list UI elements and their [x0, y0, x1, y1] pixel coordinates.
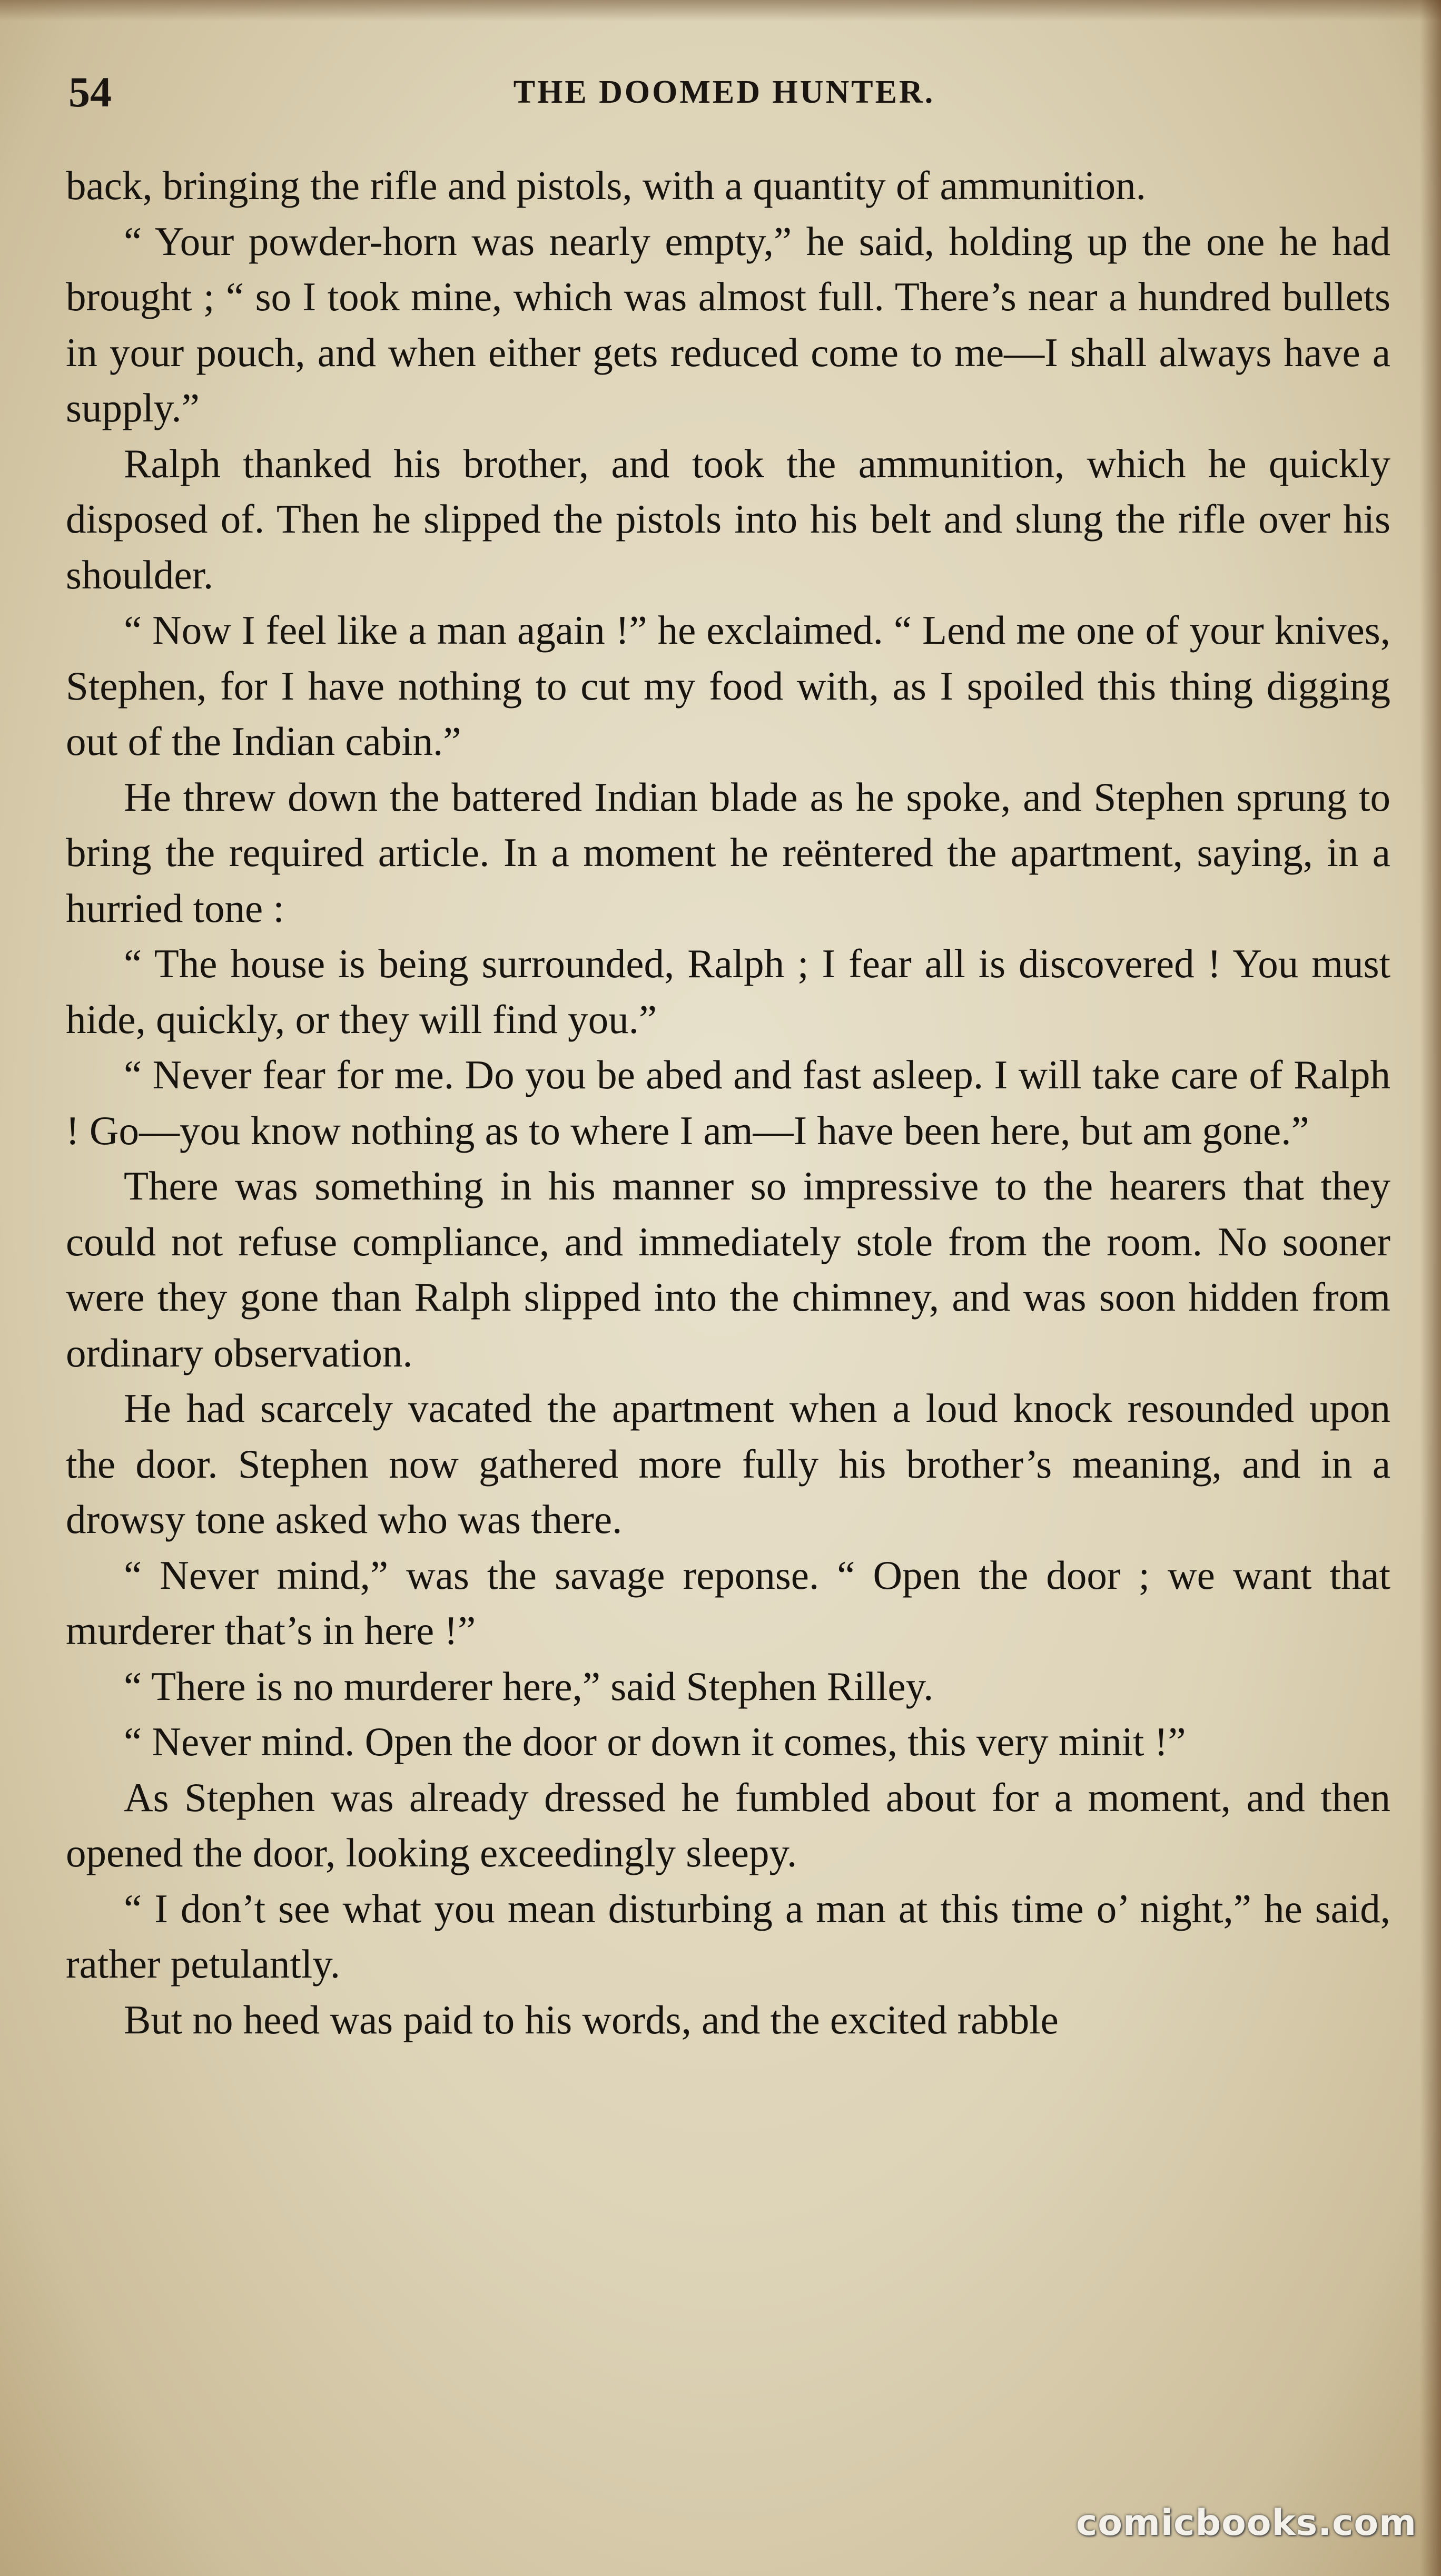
running-head: THE DOOMED HUNTER.	[513, 74, 935, 110]
page-number: 54	[68, 68, 112, 116]
paragraph: Ralph thanked his brother, and took the ammunition, which he quickly disposed of. Then he slipped the pistols into his belt and slung the rifle over his shoulder.	[66, 440, 1390, 597]
paragraph: “ Never mind,” was the savage reponse. “ Open the door ; we want that murderer that’s in here !”	[66, 1552, 1390, 1653]
paragraph: There was something in his manner so impressive to the hearers that they could not refuse compliance, and immediately stole from the room. No sooner were they gone than Ralph slipped into the chimney, and was soon hidden from ordinary observation.	[66, 1163, 1390, 1375]
paragraph: “ Now I feel like a man again !” he exclaimed. “ Lend me one of your knives, Stephen, for I have nothing to cut my food with, as I spoiled this thing digging out of the Indian cabin.”	[66, 607, 1390, 764]
watermark-text: comicbooks.com	[1075, 2502, 1417, 2544]
paragraph: “ The house is being surrounded, Ralph ; I fear all is discovered ! You must hide, quickly, or they will find you.”	[66, 941, 1390, 1042]
paragraph: “ I don’t see what you mean disturbing a man at this time o’ night,” he said, rather petulantly.	[66, 1885, 1390, 1987]
paragraph: He threw down the battered Indian blade as he spoke, and Stephen sprung to bring the required article. In a moment he reëntered the apartment, saying, in a hurried tone :	[66, 774, 1390, 931]
page-edge-shadow-top	[0, 0, 1441, 21]
paragraph: “ There is no murderer here,” said Stephen Rilley.	[124, 1663, 934, 1709]
paragraph: back, bringing the rifle and pistols, with a quantity of ammunition.	[66, 163, 1146, 208]
paragraph: “ Your powder-horn was nearly empty,” he said, holding up the one he had brought ; “ so I took mine, which was almost full. There’s near a hundred bullets in your pouch, and when either gets reduced come to me—I shall always have a supply.”	[66, 218, 1390, 430]
body-text	[66, 158, 1390, 2048]
paragraph: As Stephen was already dressed he fumbled about for a moment, and then opened the door, looking exceedingly sleepy.	[66, 1774, 1390, 1875]
paragraph: “ Never mind. Open the door or down it comes, this very minit !”	[124, 1719, 1186, 1764]
page-header	[68, 63, 1380, 121]
paragraph: He had scarcely vacated the apartment when a loud knock resounded upon the door. Stephen now gathered more fully his brother’s meaning, and in a drowsy tone asked who was there.	[66, 1385, 1390, 1542]
paragraph: But no heed was paid to his words, and the excited rabble	[124, 1997, 1059, 2042]
page-edge-shadow-right	[1420, 0, 1441, 2576]
paragraph: “ Never fear for me. Do you be abed and fast asleep. I will take care of Ralph ! Go—you know nothing as to where I am—I have been here, but am gone.”	[66, 1052, 1390, 1153]
